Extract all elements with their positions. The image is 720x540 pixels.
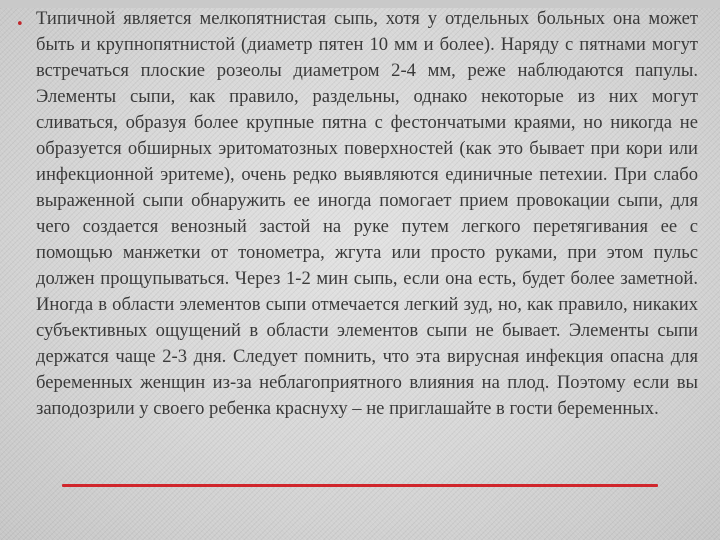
slide-body-text: Типичной является мелкопятнистая сыпь, хотя у отдельных больных она может быть и крупнопятнистой (диаметр пятен 10 мм и более). Наряду с пятнами могут встречаться плоские розеолы диаметром 2-4 мм, реже наблюдаются папулы. Элементы сыпи, как правило, раздельны, однако некоторые из них могут сливаться, образуя более крупные пятна с фестончатыми краями, но никогда не образуется обширных эритоматозных поверхностей (как это бывает при кори или инфекционной эритеме), очень редко выявляются единичные петехии. При слабо выраженной сыпи обнаружить ее иногда помогает прием провокации сыпи, для чего создается венозный застой на руке путем легкого перетягивания ее с помощью манжетки от тонометра, жгута или просто руками, при этом пульс должен прощупываться. Через 1-2 мин сыпь, если она есть, будет более заметной. Иногда в области элементов сыпи отмечается легкий зуд, но, как правило, никаких субъективных ощущений в области элементов сыпи не бывает. Элементы сыпи держатся чаще 2-3 дня. Следует помнить, что эта вирусная инфекция опасна для беременных женщин из-за неблагоприятного влияния на плод. Поэтому если вы заподозрили у своего ребенка краснуху – не приглашайте в гости беременных. — [36, 8, 698, 419]
bullet-marker: • — [16, 17, 24, 32]
slide-content — [16, 6, 700, 422]
red-underline-mark — [62, 484, 658, 487]
